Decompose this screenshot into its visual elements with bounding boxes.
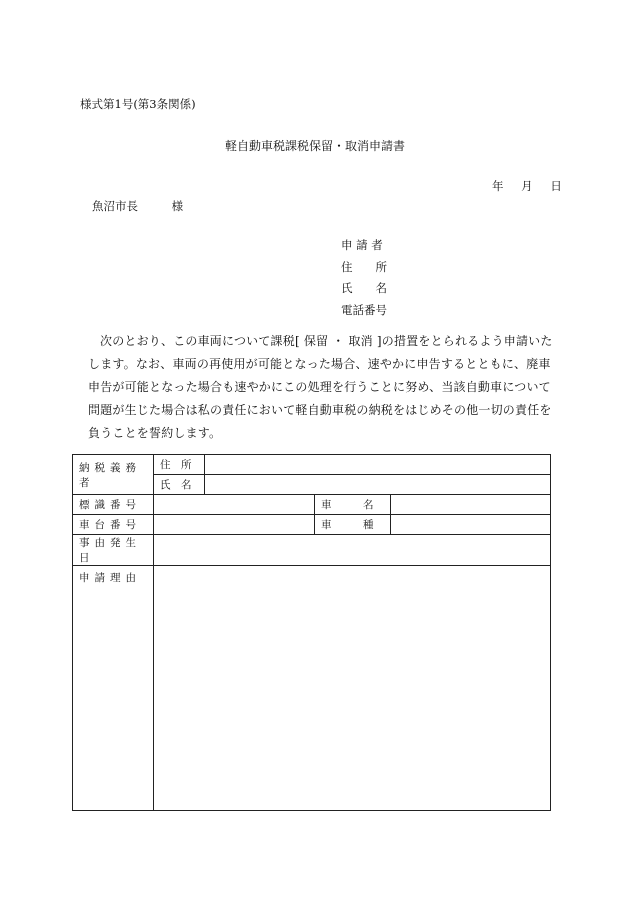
date-year-label: 年 (492, 179, 504, 193)
taxpayer-name-field[interactable] (205, 475, 551, 495)
taxpayer-address-label: 住 所 (154, 455, 205, 475)
reason-field[interactable] (154, 566, 551, 811)
event-date-label: 事由発生日 (73, 535, 154, 566)
taxpayer-address-field[interactable] (205, 455, 551, 475)
chassis-number-field[interactable] (154, 515, 315, 535)
document-title: 軽自動車税課税保留・取消申請書 (224, 139, 405, 153)
vehicle-name-field[interactable] (391, 495, 551, 515)
vehicle-type-field[interactable] (391, 515, 551, 535)
applicant-address-label: 住 所 (341, 259, 387, 274)
reason-label: 申請理由 (73, 566, 154, 811)
chassis-number-label: 車台番号 (73, 515, 154, 535)
event-date-field[interactable] (154, 535, 551, 566)
applicant-block (341, 237, 387, 323)
taxpayer-name-label: 氏 名 (154, 475, 205, 495)
applicant-heading: 申 請 者 (341, 238, 383, 252)
taxpayer-label: 納税義務者 (73, 455, 154, 495)
plate-number-label: 標識番号 (73, 495, 154, 515)
plate-number-field[interactable] (154, 495, 315, 515)
addressee (92, 198, 183, 214)
vehicle-name-label: 車 名 (315, 495, 391, 515)
declaration-text: 次のとおり、この車両について課税[ 保留 ・ 取消 ]の措置をとられるよう申請いたします。なお、車両の再使用が可能となった場合、速やかに申告するとともに、廃車申告が可能となった場合も速やかにこの処理を行うことに努め、当該自動車について問題が生じた場合は私の責任において軽自動車税の納税をはじめその他一切の責任を負うことを誓約します。 (88, 334, 553, 440)
addressee-honorific: 様 (171, 199, 184, 213)
applicant-phone-label: 電話番号 (341, 302, 387, 317)
date-month-label: 月 (521, 179, 533, 193)
form-number: 様式第1号(第3条関係) (80, 97, 196, 111)
application-table (72, 454, 551, 811)
date-day-label: 日 (550, 179, 562, 193)
addressee-name: 魚沼市長 (92, 199, 138, 213)
date-line (492, 178, 562, 194)
vehicle-type-label: 車 種 (315, 515, 391, 535)
applicant-name-label: 氏 名 (341, 281, 387, 295)
